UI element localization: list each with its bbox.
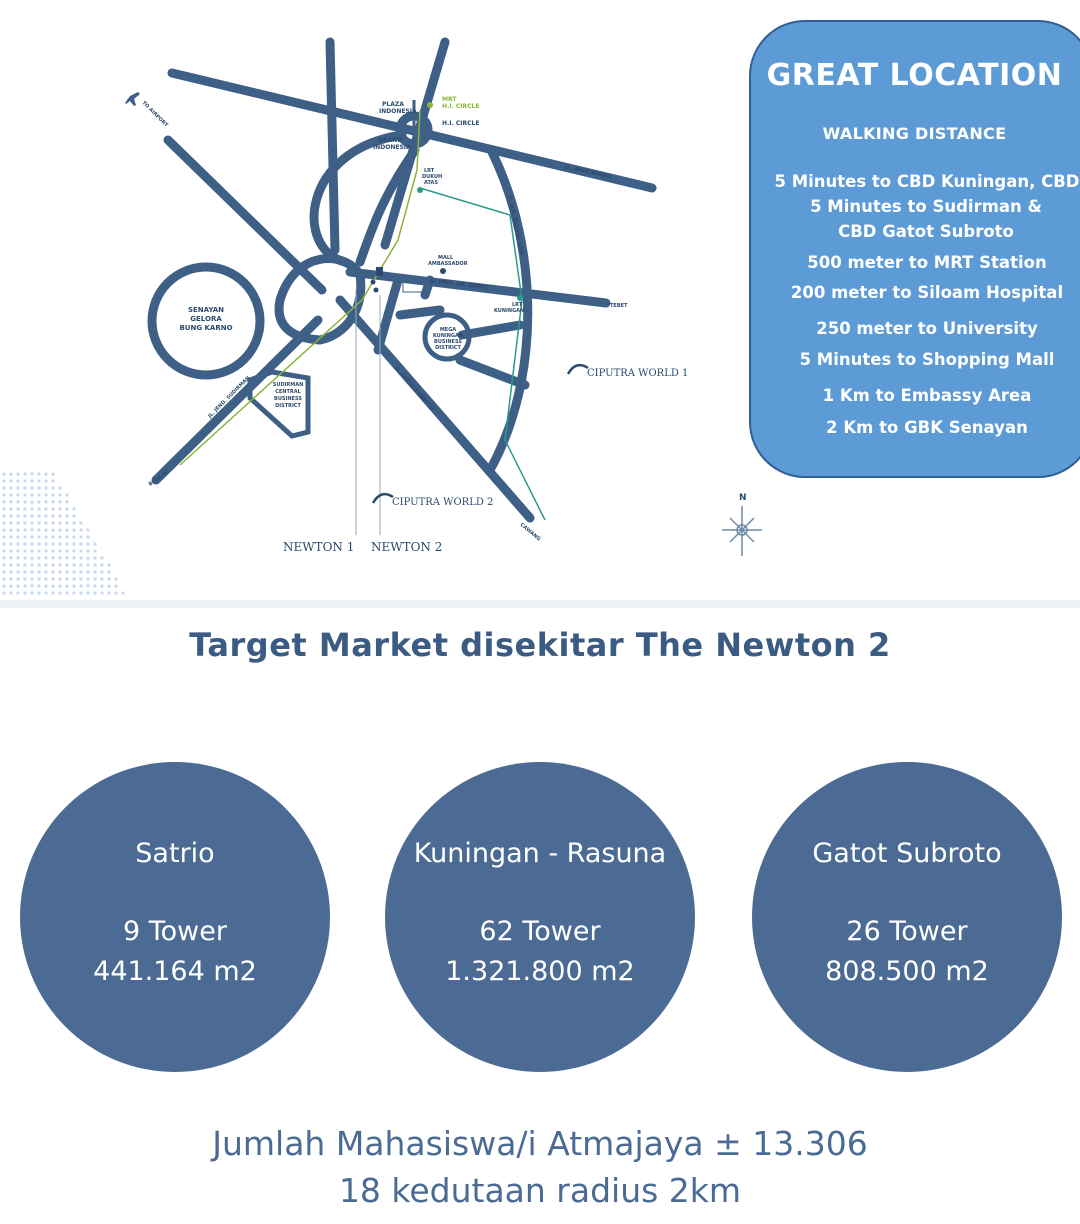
label-lrt-dukuh-atas: LRT DUKUH ATAS — [422, 168, 443, 186]
label-senayan: SENAYAN GELORA BUNG KARNO — [179, 306, 233, 332]
label-airport: TO AIRPORT — [140, 100, 169, 129]
road-mk-4 — [460, 360, 525, 385]
lrt-kuningan-marker — [517, 295, 523, 301]
location-item: 250 meter to University — [816, 319, 1038, 338]
mrt-marker — [427, 102, 433, 108]
market-circle-towers: 9 Tower — [123, 916, 227, 947]
ciputra-logo-icon — [568, 365, 588, 374]
rail-lines — [180, 110, 545, 520]
label-lrt-kuningan: LRT KUNINGAN — [494, 302, 525, 314]
label-sudirman-cbd: SUDIRMAN CENTRAL BUSINESS DISTRICT — [272, 382, 304, 409]
market-circle-towers: 62 Tower — [479, 916, 601, 947]
label-grand-indonesia: GRAND INDONESIA — [373, 137, 411, 151]
location-card — [749, 20, 1080, 478]
location-item: 5 Minutes to CBD Kuningan, CBD — [774, 172, 1080, 191]
market-circle-area: 441.164 m2 — [93, 956, 257, 987]
market-circle-area: 1.321.800 m2 — [445, 956, 635, 987]
location-card-subtitle: WALKING DISTANCE — [822, 124, 1007, 143]
market-circle-satrio — [20, 762, 330, 1072]
target-market-title: Target Market disekitar The Newton 2 — [189, 626, 891, 664]
location-item: 2 Km to GBK Senayan — [826, 418, 1028, 437]
mall-ambassador-marker — [440, 268, 446, 274]
label-cawang: CAWANG — [518, 521, 542, 543]
label-hi-circle: H.I. CIRCLE — [442, 120, 480, 127]
label-plaza-indonesia: PLAZA INDONESIA — [379, 101, 417, 115]
label-newton-2: NEWTON 2 — [371, 540, 443, 554]
market-circle-name: Satrio — [135, 838, 215, 869]
market-circle-name: Gatot Subroto — [812, 838, 1002, 869]
label-blok-m: BLOK M — [147, 470, 169, 488]
label-road-sudirman: JL. JEND. SUDIRMAN — [207, 375, 252, 420]
location-item: 1 Km to Embassy Area — [822, 386, 1032, 405]
location-item: 5 Minutes to Shopping Mall — [799, 350, 1055, 369]
location-item: 5 Minutes to Sudirman & CBD Gatot Subroto — [810, 197, 1042, 241]
road-mk-1 — [378, 280, 398, 350]
market-circle-name: Kuningan - Rasuna — [413, 838, 667, 869]
footer-students: Jumlah Mahasiswa/i Atmajaya ± 13.306 — [212, 1124, 868, 1163]
location-item: 500 meter to MRT Station — [807, 253, 1047, 272]
label-road-imam-bonjol: JL. IMAM BONJOL — [564, 164, 613, 181]
label-road-rasuna: JL. H.R. RASUNA SAID — [506, 195, 525, 257]
newton-building-marker — [376, 267, 383, 276]
compass-icon — [722, 506, 762, 556]
label-mrt-hi-circle: MRT H.I. CIRCLE — [442, 96, 480, 110]
road-mk-2 — [400, 310, 440, 315]
location-card-title: GREAT LOCATION — [766, 58, 1063, 93]
newton-1-dot — [371, 280, 376, 285]
airplane-icon — [125, 92, 140, 106]
label-road-satrio: JL. PROF. DR. SATRIO — [429, 278, 490, 292]
label-ciputra-world-1: CIPUTRA WORLD 1 — [587, 368, 689, 379]
label-newton-1: NEWTON 1 — [283, 540, 355, 554]
label-compass-n: N — [739, 493, 747, 503]
newton-2-dot — [374, 288, 379, 293]
label-road-gatot: JL. GATOT SUBROTO — [393, 365, 435, 412]
dotted-decoration — [2, 472, 124, 594]
market-circle-towers: 26 Tower — [846, 916, 968, 947]
market-circle-kuningan-rasuna — [385, 762, 695, 1072]
label-ciputra-world-2: CIPUTRA WORLD 2 — [392, 497, 494, 508]
label-tebet: TEBET — [610, 303, 628, 309]
location-item: 200 meter to Siloam Hospital — [790, 283, 1064, 302]
market-circle-gatot-subroto — [752, 762, 1062, 1072]
ciputra-logo-icon — [373, 494, 393, 503]
label-mega-kuningan: MEGA KUNINGAN BUSINESS DISTRICT — [432, 327, 464, 351]
lrt-dukuh-atas-marker — [417, 187, 423, 193]
label-mall-ambassador: MALL AMBASSADOR — [428, 255, 468, 267]
section-divider — [0, 600, 1080, 608]
market-circle-area: 808.500 m2 — [825, 956, 989, 987]
road-north-west — [330, 42, 335, 250]
location-map — [0, 0, 1080, 605]
footer-embassies: 18 kedutaan radius 2km — [338, 1171, 742, 1210]
